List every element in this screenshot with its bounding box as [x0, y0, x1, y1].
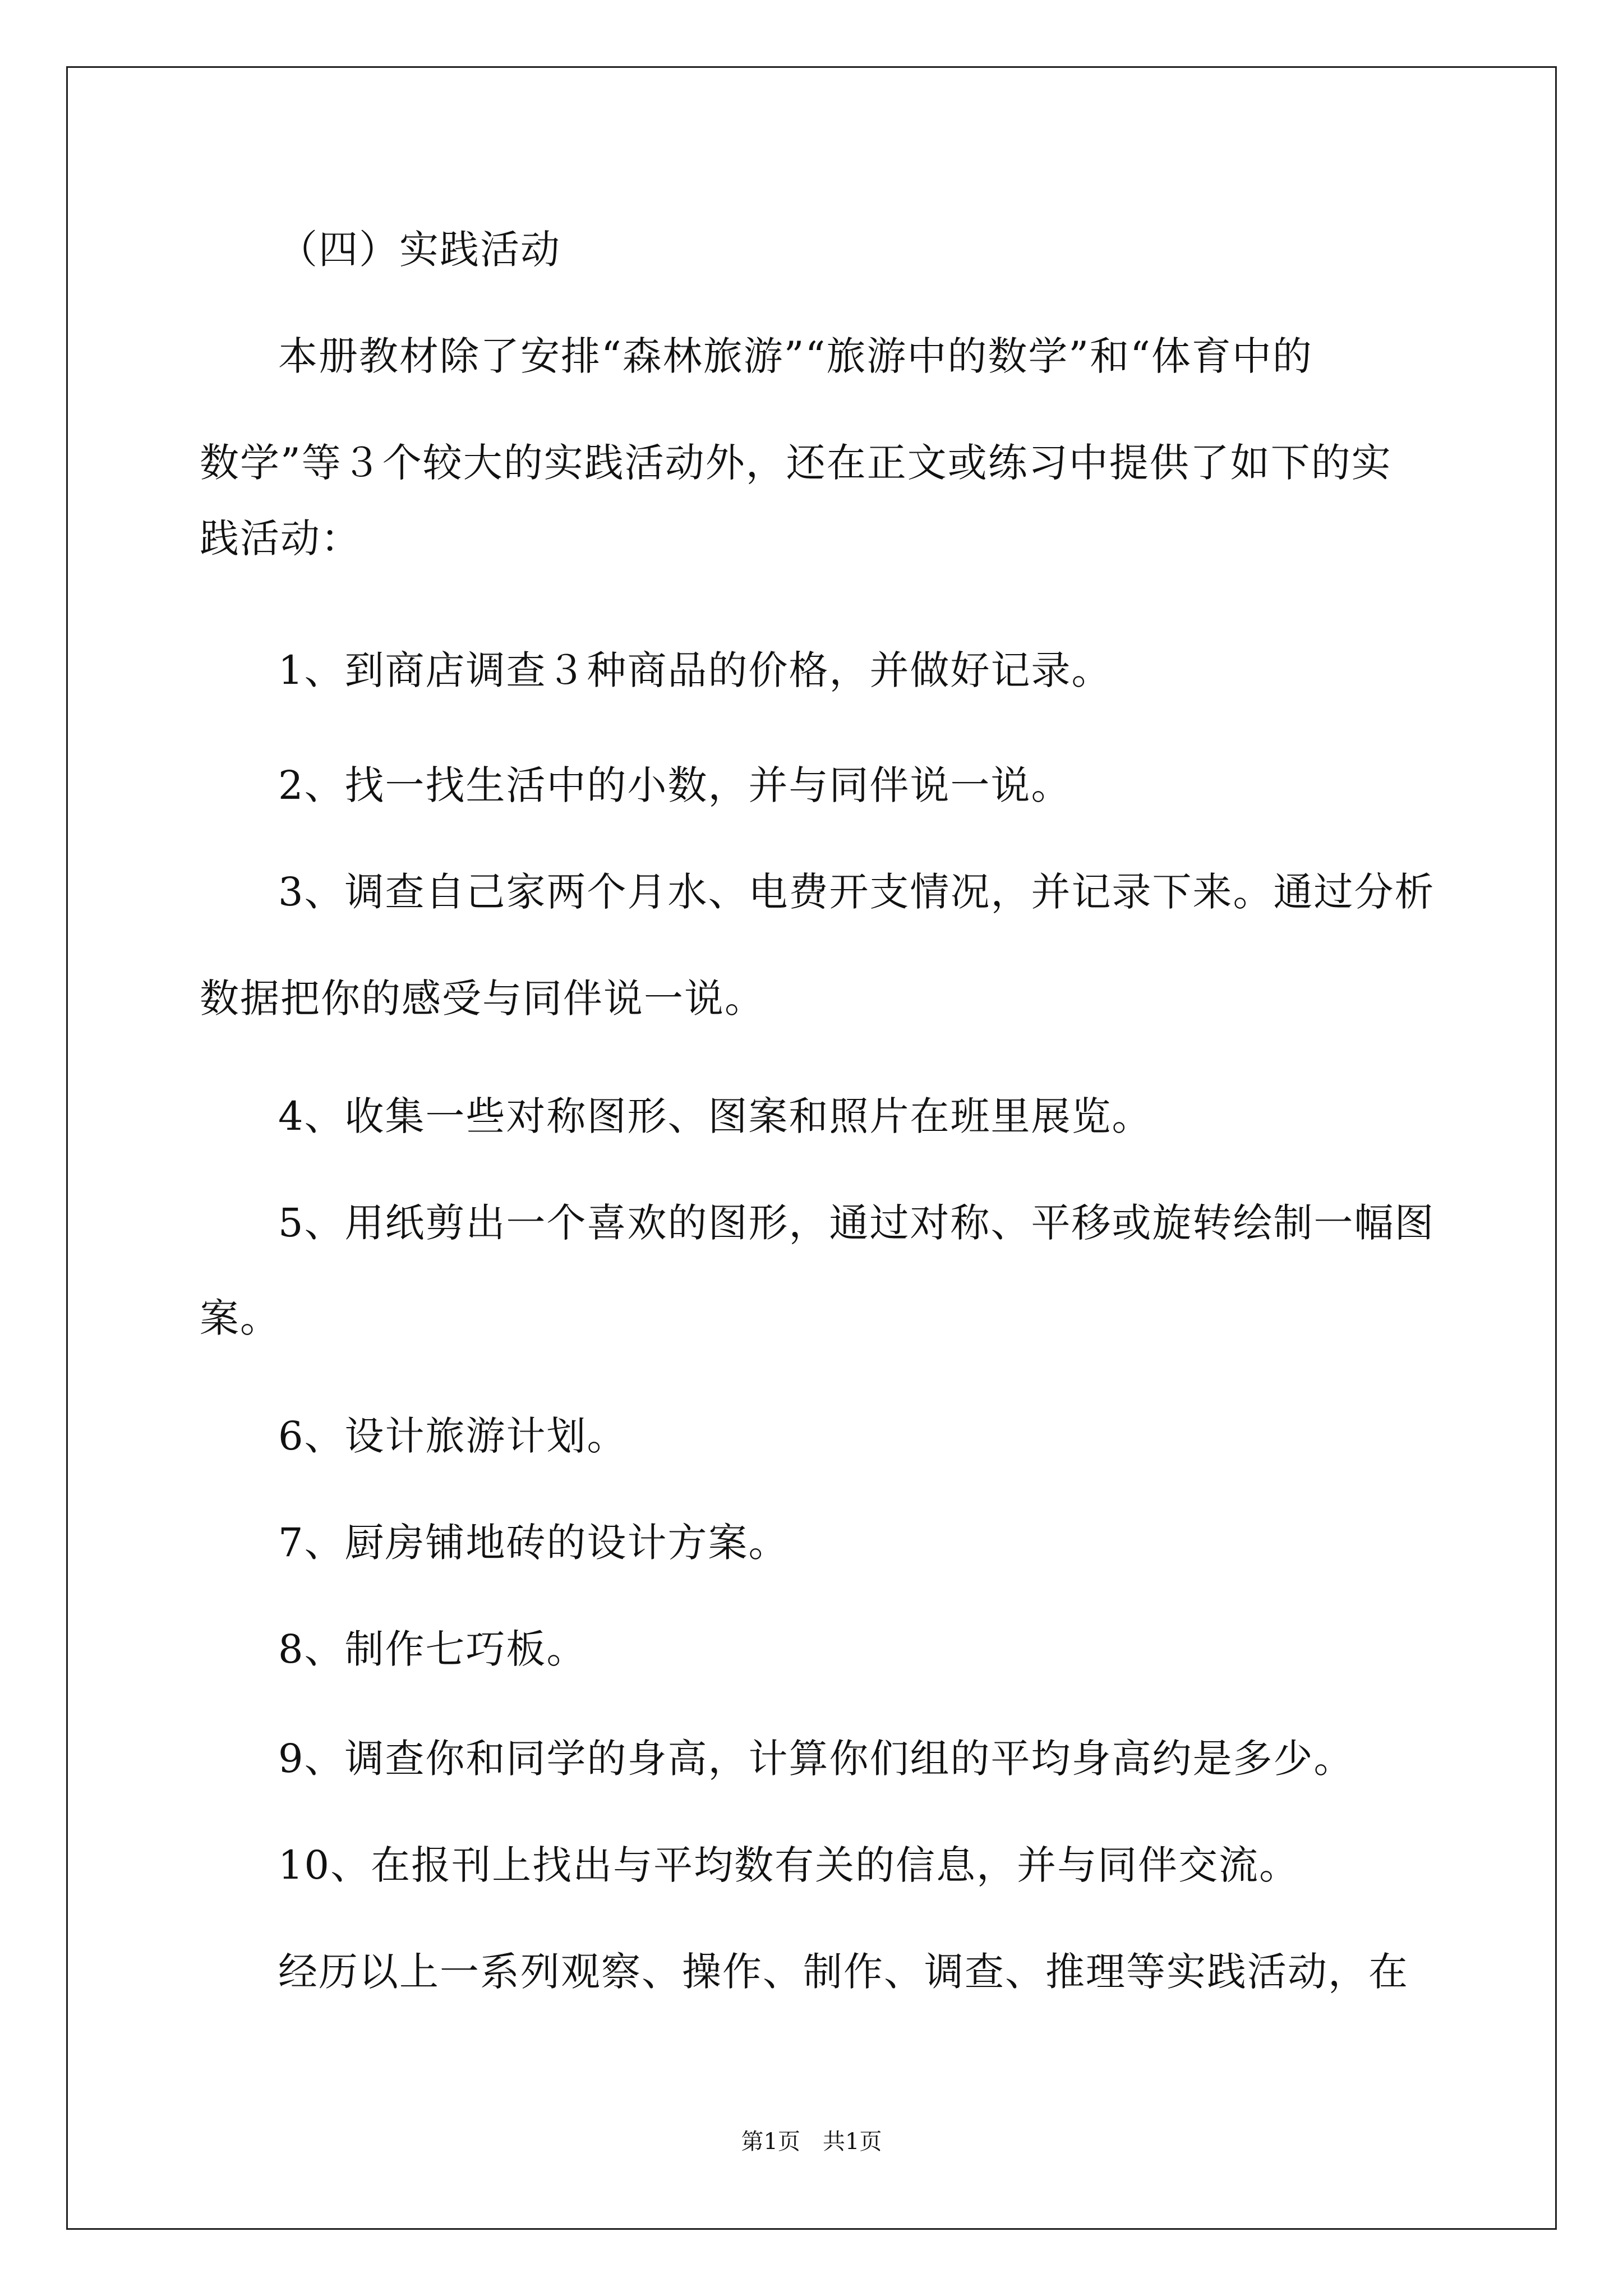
list-item-4: 4、收集一些对称图形、图案和照片在班里展览。	[278, 1093, 1152, 1139]
list-item-7: 7、厨房铺地砖的设计方案。	[278, 1520, 789, 1566]
section-heading: （四）实践活动	[278, 227, 561, 273]
list-item-8: 8、制作七巧板。	[278, 1626, 587, 1672]
list-item-3-line-1: 3、调查自己家两个月水、电费开支情况，并记录下来。通过分析	[278, 869, 1435, 915]
list-item-5-line-1: 5、用纸剪出一个喜欢的图形，通过对称、平移或旋转绘制一幅图	[278, 1200, 1435, 1246]
list-item-1: 1、到商店调查３种商品的价格，并做好记录。	[278, 647, 1112, 693]
list-item-10: 10、在报刊上找出与平均数有关的信息，并与同伴交流。	[278, 1842, 1300, 1888]
intro-line-2: 数学”等３个较大的实践活动外，还在正文或练习中提供了如下的实	[200, 440, 1392, 486]
page-border	[66, 66, 1557, 2230]
page-number: 第1页 共1页	[741, 2129, 882, 2155]
list-item-3-line-2: 数据把你的感受与同伴说一说。	[200, 976, 765, 1022]
list-item-6: 6、设计旅游计划。	[278, 1413, 628, 1459]
list-item-5-line-2: 案。	[200, 1295, 280, 1341]
intro-line-1: 本册教材除了安排“森林旅游”“旅游中的数学”和“体育中的	[278, 333, 1313, 379]
list-item-9: 9、调查你和同学的身高，计算你们组的平均身高约是多少。	[278, 1736, 1354, 1782]
closing-line: 经历以上一系列观察、操作、制作、调查、推理等实践活动，在	[278, 1949, 1409, 1995]
intro-line-3: 践活动：	[200, 516, 361, 562]
list-item-2: 2、找一找生活中的小数，并与同伴说一说。	[278, 762, 1072, 808]
